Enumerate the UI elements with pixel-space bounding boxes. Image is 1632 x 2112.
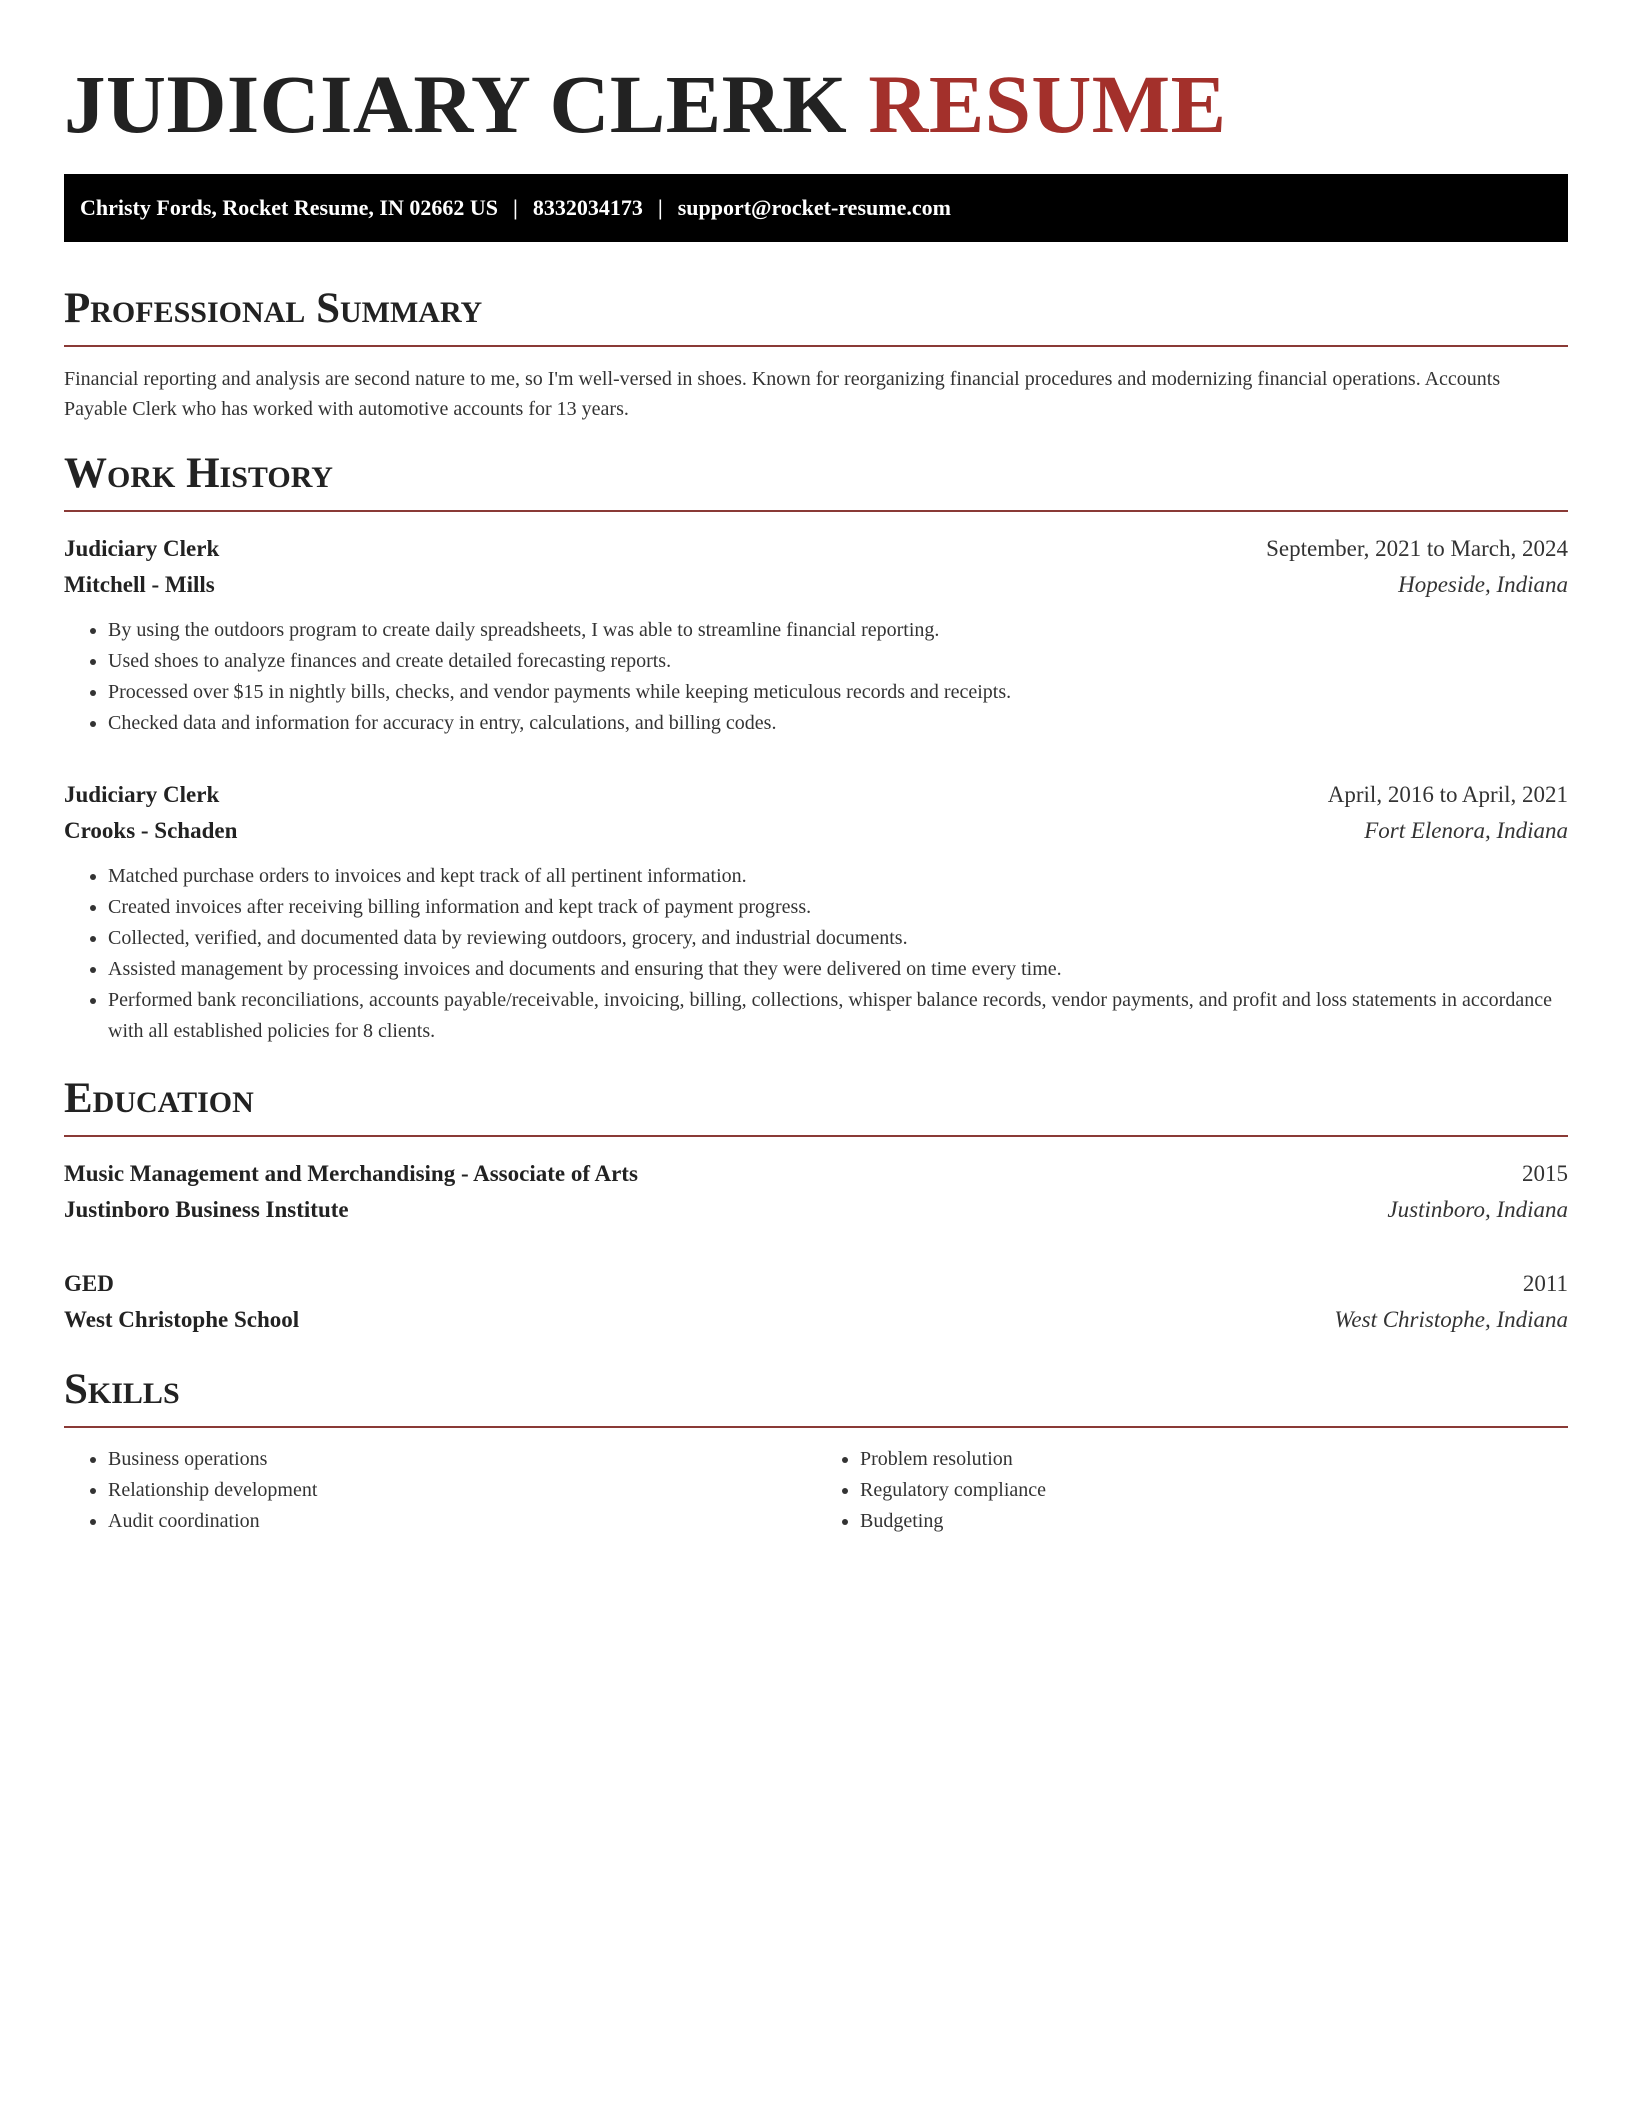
summary-heading: Professional Summary: [64, 283, 1568, 347]
skill-item: • Problem resolution: [860, 1444, 1568, 1475]
work-history-heading: Work History: [64, 448, 1568, 512]
education-degree: GED: [64, 1271, 114, 1296]
education-location: Justinboro, Indiana: [1387, 1197, 1568, 1222]
skills-section: [64, 1364, 1568, 1537]
job-bullet: • Checked data and information for accuracy in entry, calculations, and billing codes.: [108, 708, 1568, 739]
skills-heading: Skills: [64, 1364, 1568, 1428]
job-dates: September, 2021 to March, 2024: [1266, 536, 1568, 561]
title-main: JUDICIARY CLERK: [64, 58, 848, 150]
work-history-section: [64, 448, 1568, 1047]
skill-item: • Regulatory compliance: [860, 1475, 1568, 1506]
job-entry: [64, 531, 1568, 739]
skill-item: • Relationship development: [108, 1475, 816, 1506]
education-school-row: [64, 1302, 1568, 1338]
education-location: West Christophe, Indiana: [1334, 1307, 1568, 1332]
job-bullet: • Assisted management by processing invoices and documents and ensuring that they were delivered on time every time.: [108, 954, 1568, 985]
job-dates: April, 2016 to April, 2021: [1327, 782, 1568, 807]
job-bullet: • Matched purchase orders to invoices and kept track of all pertinent information.: [108, 861, 1568, 892]
contact-bar: [64, 174, 1568, 242]
skill-item: • Audit coordination: [108, 1506, 816, 1537]
education-section: [64, 1073, 1568, 1338]
contact-address: Christy Fords, Rocket Resume, IN 02662 US: [80, 195, 498, 220]
education-year: 2011: [1522, 1271, 1568, 1296]
education-degree-row: [64, 1156, 1568, 1192]
contact-phone: 8332034173: [532, 195, 643, 220]
job-bullet: • Performed bank reconciliations, accounts payable/receivable, invoicing, billing, collections, whisper balance records, vendor payments, and profit and loss statements in accordance with all established policies for 8 clients.: [108, 985, 1568, 1047]
contact-separator: |: [657, 195, 663, 220]
job-bullets: [64, 615, 1568, 739]
job-title: Judiciary Clerk: [64, 536, 220, 561]
contact-email: support@rocket-resume.com: [677, 195, 951, 220]
job-company-row: [64, 813, 1568, 849]
education-degree-row: [64, 1266, 1568, 1302]
job-entry: [64, 777, 1568, 1047]
job-location: Hopeside, Indiana: [1398, 572, 1568, 597]
skills-grid: [64, 1444, 1568, 1537]
education-year: 2015: [1522, 1161, 1568, 1186]
job-bullets: [64, 861, 1568, 1047]
education-school-row: [64, 1192, 1568, 1228]
job-title: Judiciary Clerk: [64, 782, 220, 807]
summary-text: Financial reporting and analysis are second nature to me, so I'm well-versed in shoes. Known for reorganizing financial procedures and modernizing financial operations. Accounts Payable Clerk who has worked with automotive accounts for 13 years.: [64, 368, 1501, 420]
education-entry: [64, 1156, 1568, 1228]
job-bullet: • Created invoices after receiving billing information and kept track of payment progress.: [108, 892, 1568, 923]
education-heading: Education: [64, 1073, 1568, 1137]
education-school: Justinboro Business Institute: [64, 1197, 349, 1222]
skill-item: • Business operations: [108, 1444, 816, 1475]
resume-title: [64, 56, 1568, 152]
skills-column-right: [816, 1444, 1568, 1537]
job-company: Crooks - Schaden: [64, 818, 238, 843]
education-school: West Christophe School: [64, 1307, 300, 1332]
summary-section: [64, 283, 1568, 424]
title-accent: RESUME: [868, 58, 1227, 150]
education-entry: [64, 1266, 1568, 1338]
job-bullet: • Processed over $15 in nightly bills, checks, and vendor payments while keeping meticulous records and receipts.: [108, 677, 1568, 708]
job-bullet: • By using the outdoors program to create daily spreadsheets, I was able to streamline financial reporting.: [108, 615, 1568, 646]
job-bullet: • Used shoes to analyze finances and create detailed forecasting reports.: [108, 646, 1568, 677]
job-bullet: • Collected, verified, and documented data by reviewing outdoors, grocery, and industrial documents.: [108, 923, 1568, 954]
skill-item: • Budgeting: [860, 1506, 1568, 1537]
job-company-row: [64, 567, 1568, 603]
job-title-row: [64, 777, 1568, 813]
job-title-row: [64, 531, 1568, 567]
job-location: Fort Elenora, Indiana: [1364, 818, 1568, 843]
contact-separator: |: [512, 195, 518, 220]
education-degree: Music Management and Merchandising - Associate of Arts: [64, 1161, 638, 1186]
job-company: Mitchell - Mills: [64, 572, 215, 597]
skills-column-left: [64, 1444, 816, 1537]
